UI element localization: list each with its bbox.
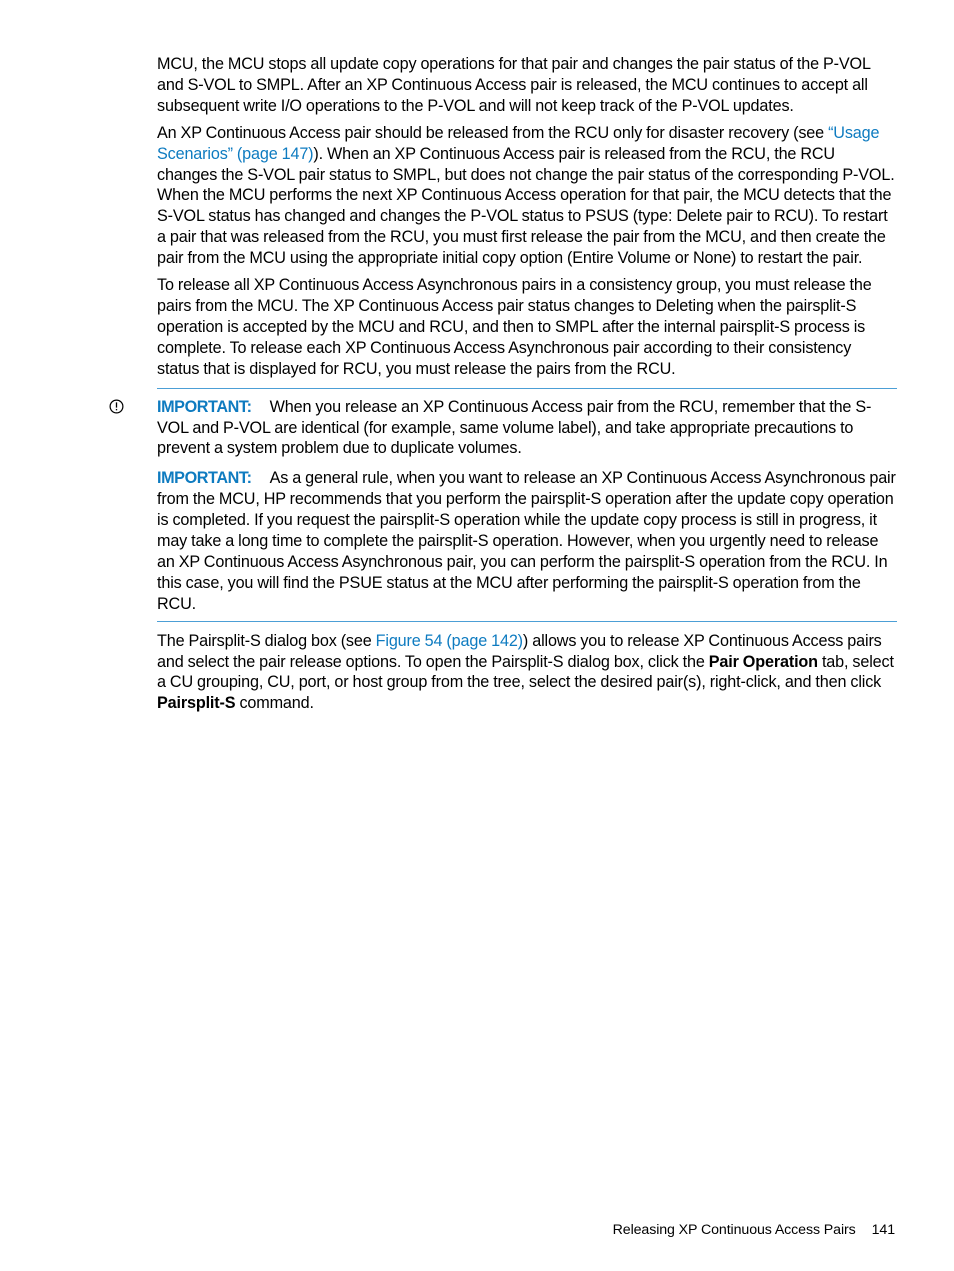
paragraph-mcu-release xyxy=(157,54,897,117)
page-number: 141 xyxy=(871,1222,895,1238)
important-icon xyxy=(109,399,124,414)
usage-scenarios-link[interactable]: “Usage Scenarios” (page 147) xyxy=(157,123,880,163)
page-footer xyxy=(613,1222,895,1238)
paragraph-text: command. xyxy=(235,694,314,713)
notice-text: As a general rule, when you want to release an XP Continuous Access Asynchronous pair from the MCU, HP recommends that you perform the pairsplit-S operation after the update copy operation is completed. If you request the pairsplit-S operation while the update copy process is still in progress, it may take a long time to complete the pairsplit-S operation. However, when you urgently need to release an XP Continuous Access Asynchronous pair, you can perform the pairsplit-S operation from the RCU. In this case, you will find the PSUE status at the MCU after performing the pairsplit-S operation from the RCU. xyxy=(157,469,896,613)
paragraph-text: ). When an XP Continuous Access pair is released from the RCU, the RCU changes the S-VOL pair status to SMPL, but does not change the pair status of the corresponding P-VOL. When the MCU performs the next XP Continuous Access operation for that pair, the MCU detects that the S-VOL status has changed and changes the P-VOL status to PSUS (type: Delete pair to RCU). To restart a pair that was released from the RCU, you must first release the pair from the MCU, and then create the pair from the MCU using the appropriate initial copy option (Entire Volume or None) to restart the pair. xyxy=(157,144,895,268)
paragraph-text: ) allows you to release XP Continuous Access pairs and select the pair release options. To open the Pairsplit-S dialog box, click the xyxy=(157,631,882,671)
paragraph-text: To release all XP Continuous Access Asynchronous pairs in a consistency group, you must release the pairs from the MCU. The XP Continuous Access pair status changes to Deleting when the pairsplit-S operation is accepted by the MCU and RCU, and then to SMPL after the internal pairsplit-S process is complete. To release each XP Continuous Access Asynchronous pair according to their consistency status that is displayed for RCU, you must release the pairs from the RCU. xyxy=(157,276,872,378)
paragraph-pairsplit-dialog xyxy=(157,631,897,715)
paragraph-text: MCU, the MCU stops all update copy operations for that pair and changes the pair status of the P-VOL and S-VOL to SMPL. After an XP Continuous Access pair is released, the MCU continues to accept all subsequent write I/O operations to the P-VOL and will not keep track of the P-VOL updates. xyxy=(157,55,871,115)
important-label: IMPORTANT: xyxy=(157,469,252,488)
paragraph-text: tab, select a CU grouping, CU, port, or host group from the tree, select the desired pair(s), right-click, and then click xyxy=(157,652,894,692)
paragraph-text: An XP Continuous Access pair should be released from the RCU only for disaster recovery (see xyxy=(157,123,829,142)
document-body xyxy=(157,54,897,720)
pairsplit-s-term: Pairsplit-S xyxy=(157,694,236,713)
important-label: IMPORTANT: xyxy=(157,397,252,416)
paragraph-text: The Pairsplit-S dialog box (see xyxy=(157,631,376,650)
notice-text: When you release an XP Continuous Access pair from the RCU, remember that the S-VOL and P-VOL are identical (for example, same volume label), and take appropriate precautions to prevent a system problem due to duplicate volumes. xyxy=(157,397,872,458)
paragraph-rcu-release xyxy=(157,123,897,269)
footer-section-title: Releasing XP Continuous Access Pairs xyxy=(612,1222,856,1238)
pair-operation-term: Pair Operation xyxy=(708,652,818,671)
figure-54-link[interactable]: Figure 54 (page 142) xyxy=(375,631,523,650)
important-notice-1 xyxy=(157,397,897,460)
important-notice-2 xyxy=(157,468,897,614)
important-notice-block xyxy=(157,388,897,622)
paragraph-consistency-group xyxy=(157,275,897,380)
